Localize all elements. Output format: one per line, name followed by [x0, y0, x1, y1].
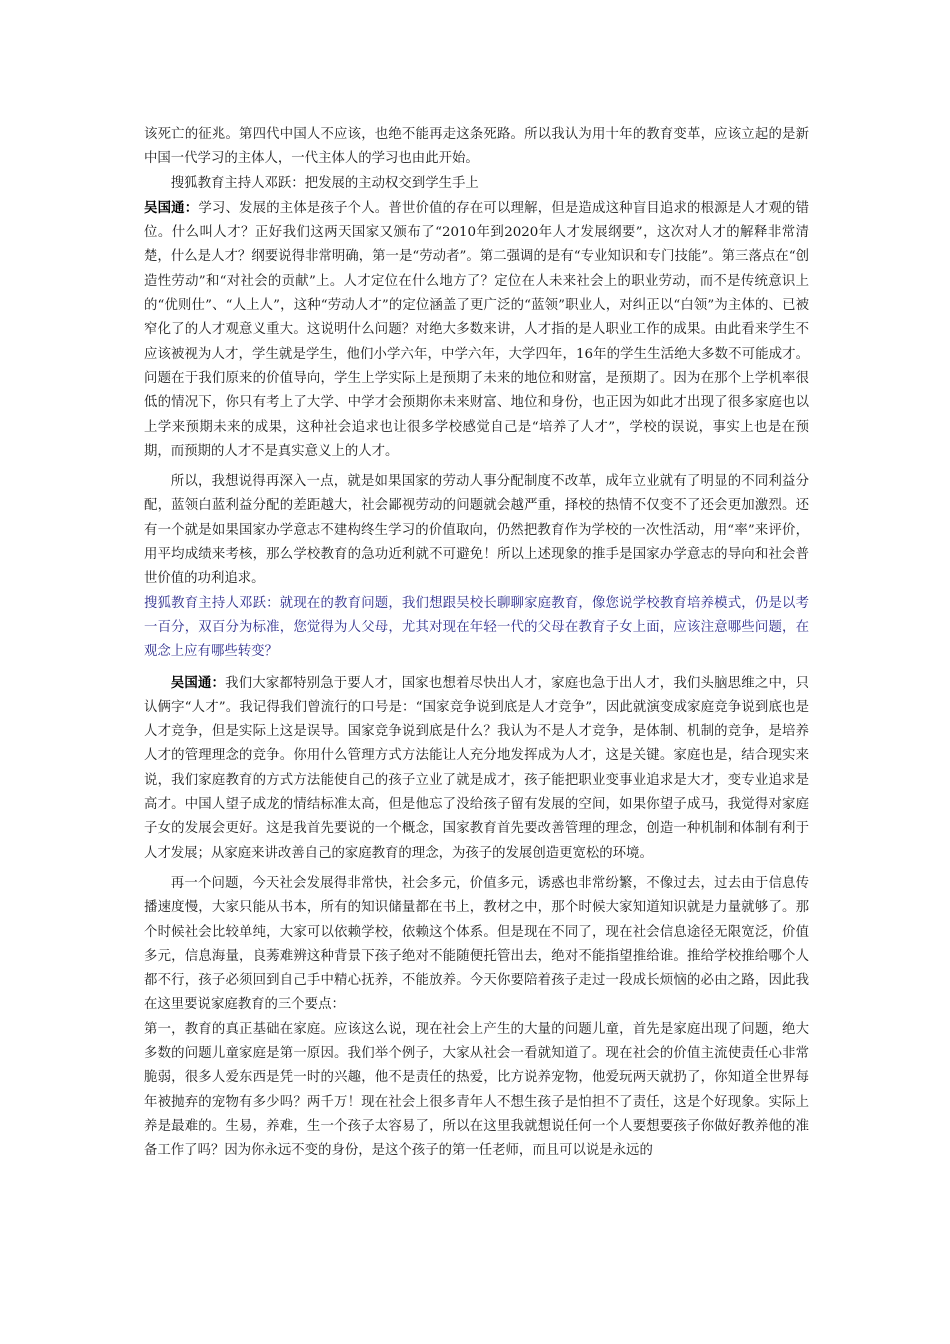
- paragraph-continuation: 该死亡的征兆。第四代中国人不应该，也绝不能再走这条死路。所以我认为用十年的教育变革，应该立起的是新中国一代学习的主体人，一代主体人的学习也由此开始。: [144, 127, 809, 167]
- answer-paragraph-2: 所以，我想说得再深入一点，就是如果国家的劳动人事分配制度不改革，成年立业就有了明显的不同利益分配，蓝领白蓝利益分配的差距越大，社会鄙视劳动的问题就会越严重，择校的热情不仅变不了还会更加激烈。还有一个就是如果国家办学意志不建构终生学习的价值取向，仍然把教育作为学校的一次性活动，用“率”来评价，用平均成绩来考核，那么学校教育的急功近利就不可避免！所以上述现象的推手是国家办学意志的导向和社会普世价值的功利追求。: [144, 474, 809, 587]
- speaker-label: 吴国通：: [170, 674, 226, 691]
- document-page: [144, 123, 809, 1163]
- host-question: 搜狐教育主持人邓跃：就现在的教育问题，我们想跟吴校长聊聊家庭教育，像您说学校教育培养模式，仍是以考一百分，双百分为标准，您觉得为人父母，尤其对现在年轻一代的父母在教育子女上面，应该注意哪些问题，在观念上应有哪些转变？: [144, 595, 809, 660]
- answer-paragraph-1: [144, 196, 809, 464]
- host-heading: 搜狐教育主持人邓跃：把发展的主动权交到学生手上: [170, 175, 479, 191]
- speaker-label: 吴国通：: [144, 199, 199, 216]
- answer-paragraph-3: [144, 671, 809, 866]
- answer-paragraph-4: 再一个问题，今天社会发展得非常快，社会多元，价值多元，诱惑也非常纷繁，不像过去，过去由于信息传播速度慢，大家只能从书本，所有的知识储量都在书上，教材之中，那个时候大家知道知识就是力量就够了。那个时候社会比较单纯，大家可以依赖学校，依赖这个体系。但是现在不同了，现在社会信息途径无限宽泛，价值多元，信息海量，良莠难辨这种背景下孩子绝对不能随便托管出去，绝对不能指望推给谁。推给学校推给哪个人都不行，孩子必须回到自己手中精心抚养，不能放养。今天你要陪着孩子走过一段成长烦恼的必由之路，因此我在这里要说家庭教育的三个要点：: [144, 875, 809, 1013]
- answer-text: 学习、发展的主体是孩子个人。普世价值的存在可以理解，但是造成这种盲目追求的根源是人才观的错位。什么叫人才？正好我们这两天国家又颁布了“2010年到2020年人才发展纲要”，这次对人才的解释非常清楚，什么是人才？纲要说得非常明确，第一是“劳动者”。第二强调的是有“专业知识和专门技能”。第三落点在“创造性劳动”和“对社会的贡献”上。人才定位在什么地方了？定位在人未来社会上的职业劳动，而不是传统意识上的“优则仕”、“人上人”，这种“劳动人才”的定位涵盖了更广泛的“蓝领”职业人，对纠正以“白领”为主体的、已被窄化了的人才观意义重大。这说明什么问题？对绝大多数来讲，人才指的是人职业工作的成果。由此看来学生不应该被视为人才，学生就是学生，他们小学六年，中学六年，大学四年，16年的学生生活绝大多数不可能成才。问题在于我们原来的价值导向，学生上学实际上是预期了未来的地位和财富，是预期了。因为在那个上学机率很低的情况下，你只有考上了大学、中学才会预期你未来财富、地位和身份，也正因为如此才出现了很多家庭也以上学来预期未来的成果，这种社会追求也让很多学校感觉自己是“培养了人才”，学校的误说，事实上也是在预期，而预期的人才不是真实意义上的人才。: [144, 200, 810, 459]
- answer-paragraph-5: 第一，教育的真正基础在家庭。应该这么说，现在社会上产生的大量的问题儿童，首先是家庭出现了问题，绝大多数的问题儿童家庭是第一原因。我们举个例子，大家从社会一看就知道了。现在社会的价值主流使责任心非常脆弱，很多人爱东西是凭一时的兴趣，他不是责任的热爱，比方说养宠物，他爱玩两天就扔了，你知道全世界每年被抛弃的宠物有多少吗？两千万！现在社会上很多青年人不想生孩子是怕担不了责任，这是个好现象。实际上养是最难的。生易，养难，生一个孩子太容易了，所以在这里我就想说任何一个人要想要孩子你做好教养他的准备工作了吗？因为你永远不变的身份，是这个孩子的第一任老师，而且可以说是永远的: [144, 1021, 809, 1159]
- answer-text: 我们大家都特别急于要人才，国家也想着尽快出人才，家庭也急于出人才，我们头脑思维之中，只认俩字“人才”。我记得我们曾流行的口号是：“国家竞争说到底是人才竞争”，因此就演变成家庭竞争说到底也是人才竞争，但是实际上这是误导。国家竞争说到底是什么？我认为不是人才竞争，是体制、机制的竞争，是培养人才的管理理念的竞争。你用什么管理方式方法能让人充分地发挥成为人才，这是关键。家庭也是，结合现实来说，我们家庭教育的方式方法能使自己的孩子立业了就是成才，孩子能把职业变事业追求是大才，变专业追求是高才。中国人望子成龙的情结标准太高，但是他忘了没给孩子留有发展的空间，如果你望子成马，我觉得对家庭子女的发展会更好。这是我首先要说的一个概念，国家教育首先要改善管理的理念，创造一种机制和体制有利于人才发展；从家庭来讲改善自己的家庭教育的理念，为孩子的发展创造更宽松的环境。: [144, 675, 810, 861]
